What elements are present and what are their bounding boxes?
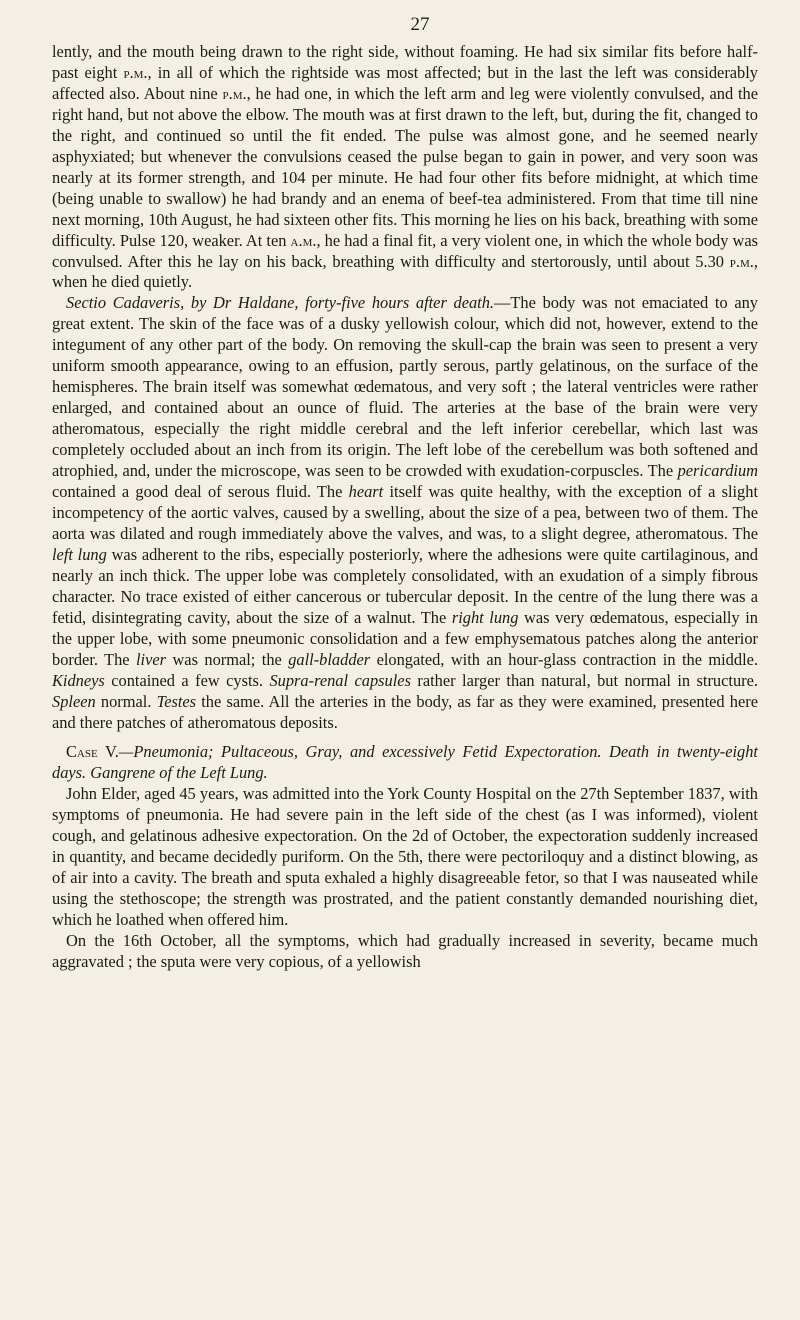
sectio-heading: Sectio Cadaveris, by Dr Haldane, forty-five hours after death. [66, 293, 495, 313]
text-run: normal. [95, 691, 157, 711]
term-testes: Testes [156, 691, 197, 711]
text-run: was adherent to the ribs, especially posteriorly, where the adhesions were quite cartilaginous, and nearly an inch thick. The upper lobe was completely consolidated, with an exudation of a simply fibrous character. No trace existed of either cancerous or tubercular deposit. In the centre of the lung there was a fetid, disintegrating cavity, about the size of a walnut. The [52, 544, 758, 627]
time-abbrev: p.m. [123, 62, 148, 82]
time-abbrev: p.m. [729, 251, 754, 271]
time-abbrev: p.m. [222, 83, 247, 103]
text-run: was normal; the [166, 649, 289, 669]
text-run: itself was quite healthy, with the exception of a slight incompetency of the aortic valves, caused by a swelling, about the size of a pea, between two of them. The aorta was dilated and rough immediately above the valves, and was, to a slight degree, atheromatous. The [52, 482, 759, 543]
term-right-lung: right lung [451, 607, 519, 627]
body-text [52, 42, 758, 973]
term-liver: liver [136, 649, 167, 669]
text-run: was very œdematous, especially in the upper lobe, with some pneumonic consolidation and a few emphysematous patches along the anterior border. The [52, 607, 758, 669]
text-run: , he had one, in which the left arm and leg were violently convulsed, and the right hand, but not above the elbow. The mouth was at first drawn to the left, but, during the fit, changed to the right, and continued so until the fit ended. The pulse was almost gone, and he seemed nearly asphyxiated; but whenever the convulsions ceased the pulse began to gain in power, and very soon was nearly at its former strength, and 104 per minute. He had four other fits before midnight, at which time (being unable to swallow) he had brandy and an enema of beef-tea administered. From that time till nine next morning, 10th August, he had sixteen other fits. This morning he lies on his back, breathing with some difficulty. Pulse 120, weaker. At ten [52, 83, 758, 250]
text-run: , in all of which the rightside was most affected; but in the last the left was considerably affected also. About nine [52, 62, 759, 103]
text-run: contained a good deal of serous fluid. The [52, 482, 349, 502]
term-spleen: Spleen [52, 691, 96, 711]
term-left-lung: left lung [52, 544, 107, 564]
paragraph-continuation [52, 42, 758, 293]
case-heading [52, 742, 758, 784]
term-pericardium: pericardium [677, 461, 758, 481]
term-kidneys: Kidneys [52, 670, 105, 690]
case-title: —Pneumonia; Pultaceous, Gray, and excessively Fetid Expectoration. Death in twenty-eight days. Gangrene of the Left Lung. [52, 742, 758, 783]
text-run: —The body was not emaciated to any great extent. The skin of the face was of a dusky yellowish colour, which did not, however, extend to the integument of any other part of the body. On removing the skull-cap the brain was seen to present a very uniform smooth appearance, owing to an effusion, partly serous, partly gelatinous, on the surface of the hemispheres. The brain itself was somewhat œdematous, and very soft ; the lateral ventricles were rather enlarged, and contained about an ounce of fluid. The arteries at the base of the brain were very atheromatous, especially the right middle cerebral and the left inferior cerebellar, which last was completely occluded about an inch from its origin. The left lobe of the cerebellum was both softened and atrophied, and, under the microscope, was seen to be crowded with exudation-corpuscles. The [52, 293, 758, 481]
text-run: the same. All the arteries in the body, as far as they were examined, presented here and there patches of atheromatous deposits. [52, 691, 758, 732]
case-label: Case V. [66, 742, 119, 762]
paragraph-sectio-cadaveris [52, 293, 758, 733]
time-abbrev: a.m. [290, 230, 317, 250]
text-run: lently, and the mouth being drawn to the right side, without foaming. He had six similar fits before half-past eight [52, 42, 758, 82]
paragraph-case-continuation: On the 16th October, all the symptoms, which had gradually increased in severity, became much aggravated ; the sputa were very copious, of a yellowish [52, 931, 758, 971]
term-heart: heart [348, 482, 384, 502]
text-run: , he had a final fit, a very violent one, in which the whole body was convulsed. After this he lay on his back, breathing with difficulty and stertorously, until about 5.30 [52, 230, 758, 271]
term-supra-renal: Supra-renal capsules [269, 670, 411, 690]
text-run: contained a few cysts. [104, 670, 270, 690]
paragraph-case-history: John Elder, aged 45 years, was admitted into the York County Hospital on the 27th September 1837, with symptoms of pneumonia. He had severe pain in the left side of the chest (as I was informed), violent cough, and gelatinous adhesive expectoration. On the 2d of October, the expectoration suddenly increased in quantity, and became decidedly puriform. On the 5th, there were pectoriloquy and a distinct blowing, as of air into a cavity. The breath and sputa exhaled a highly disagreeable fetor, so that I was nauseated while using the stethoscope; the strength was prostrated, and the patient constantly demanded nourishing diet, which he loathed when offered him. [52, 784, 758, 930]
text-run: rather larger than natural, but normal in structure. [410, 670, 758, 690]
page-number: 27 [410, 14, 430, 35]
text-run: , when he died quietly. [52, 251, 758, 292]
term-gall-bladder: gall-bladder [288, 649, 371, 669]
text-run: elongated, with an hour-glass contraction in the middle. [370, 649, 759, 669]
